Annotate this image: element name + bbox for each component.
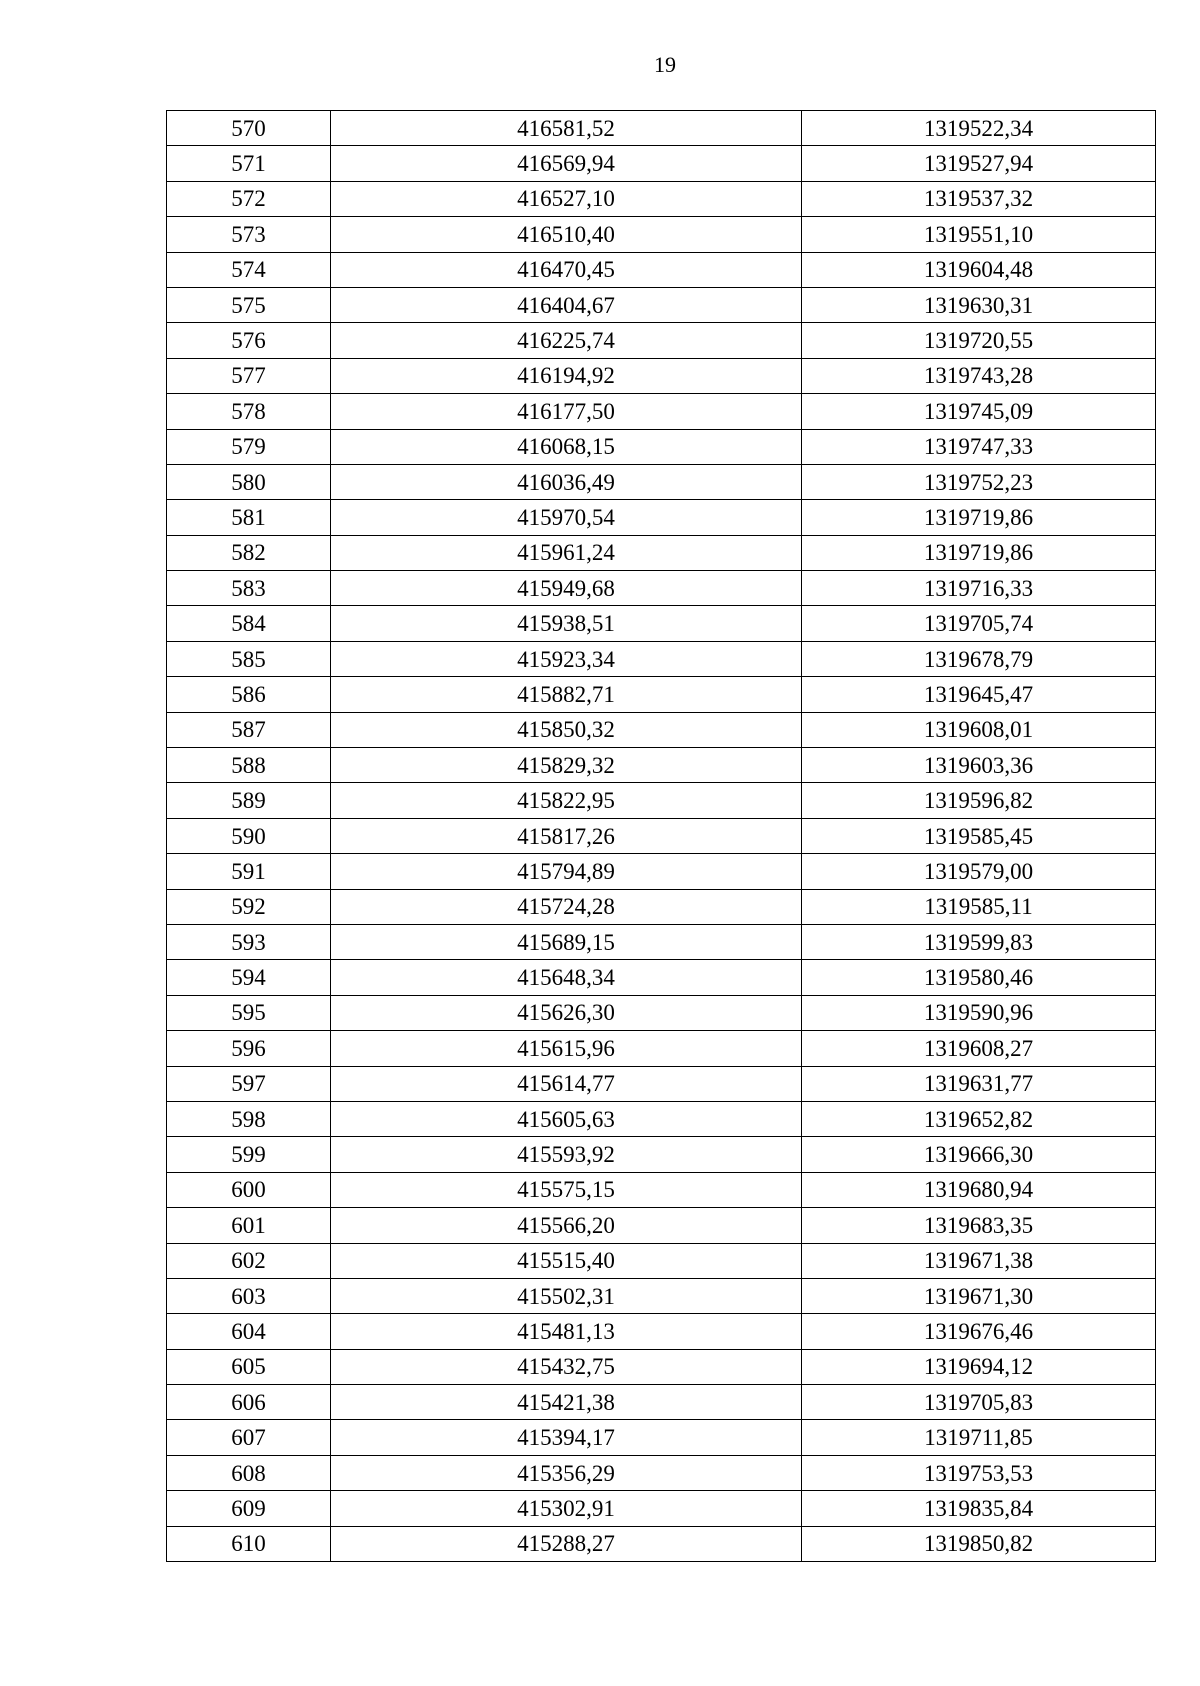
x-coordinate-cell: 415394,17 — [331, 1420, 802, 1455]
point-number-cell: 573 — [167, 217, 331, 252]
y-coordinate-cell: 1319652,82 — [802, 1101, 1156, 1136]
y-coordinate-cell: 1319630,31 — [802, 287, 1156, 322]
y-coordinate-cell: 1319596,82 — [802, 783, 1156, 818]
point-number-cell: 579 — [167, 429, 331, 464]
x-coordinate-cell: 416177,50 — [331, 394, 802, 429]
y-coordinate-cell: 1319579,00 — [802, 854, 1156, 889]
point-number-cell: 600 — [167, 1172, 331, 1207]
x-coordinate-cell: 415605,63 — [331, 1101, 802, 1136]
point-number-cell: 575 — [167, 287, 331, 322]
x-coordinate-cell: 415850,32 — [331, 712, 802, 747]
x-coordinate-cell: 415949,68 — [331, 571, 802, 606]
y-coordinate-cell: 1319705,74 — [802, 606, 1156, 641]
table-row — [167, 464, 1156, 499]
x-coordinate-cell: 416527,10 — [331, 181, 802, 216]
x-coordinate-cell: 415421,38 — [331, 1385, 802, 1420]
x-coordinate-cell: 415817,26 — [331, 818, 802, 853]
table-row — [167, 995, 1156, 1030]
table-row — [167, 1278, 1156, 1313]
x-coordinate-cell: 415502,31 — [331, 1278, 802, 1313]
y-coordinate-cell: 1319603,36 — [802, 748, 1156, 783]
x-coordinate-cell: 415648,34 — [331, 960, 802, 995]
point-number-cell: 608 — [167, 1455, 331, 1490]
x-coordinate-cell: 416569,94 — [331, 146, 802, 181]
y-coordinate-cell: 1319580,46 — [802, 960, 1156, 995]
x-coordinate-cell: 415938,51 — [331, 606, 802, 641]
table-row — [167, 217, 1156, 252]
x-coordinate-cell: 415593,92 — [331, 1137, 802, 1172]
x-coordinate-cell: 415575,15 — [331, 1172, 802, 1207]
y-coordinate-cell: 1319645,47 — [802, 677, 1156, 712]
table-row — [167, 854, 1156, 889]
table-row — [167, 500, 1156, 535]
x-coordinate-cell: 415829,32 — [331, 748, 802, 783]
point-number-cell: 583 — [167, 571, 331, 606]
table-row — [167, 358, 1156, 393]
x-coordinate-cell: 416225,74 — [331, 323, 802, 358]
x-coordinate-cell: 415615,96 — [331, 1031, 802, 1066]
table-row — [167, 429, 1156, 464]
point-number-cell: 610 — [167, 1526, 331, 1561]
y-coordinate-cell: 1319604,48 — [802, 252, 1156, 287]
point-number-cell: 581 — [167, 500, 331, 535]
x-coordinate-cell: 415626,30 — [331, 995, 802, 1030]
y-coordinate-cell: 1319683,35 — [802, 1208, 1156, 1243]
table-row — [167, 1137, 1156, 1172]
point-number-cell: 592 — [167, 889, 331, 924]
table-row — [167, 1349, 1156, 1384]
table-row — [167, 1172, 1156, 1207]
point-number-cell: 588 — [167, 748, 331, 783]
coordinates-table — [166, 110, 1156, 1562]
x-coordinate-cell: 415794,89 — [331, 854, 802, 889]
y-coordinate-cell: 1319522,34 — [802, 111, 1156, 146]
point-number-cell: 586 — [167, 677, 331, 712]
table-row — [167, 1066, 1156, 1101]
x-coordinate-cell: 416194,92 — [331, 358, 802, 393]
table-row — [167, 1385, 1156, 1420]
point-number-cell: 587 — [167, 712, 331, 747]
point-number-cell: 593 — [167, 924, 331, 959]
y-coordinate-cell: 1319537,32 — [802, 181, 1156, 216]
x-coordinate-cell: 415724,28 — [331, 889, 802, 924]
y-coordinate-cell: 1319631,77 — [802, 1066, 1156, 1101]
y-coordinate-cell: 1319590,96 — [802, 995, 1156, 1030]
x-coordinate-cell: 415302,91 — [331, 1491, 802, 1526]
y-coordinate-cell: 1319850,82 — [802, 1526, 1156, 1561]
y-coordinate-cell: 1319678,79 — [802, 641, 1156, 676]
point-number-cell: 606 — [167, 1385, 331, 1420]
table-row — [167, 924, 1156, 959]
table-row — [167, 712, 1156, 747]
y-coordinate-cell: 1319608,27 — [802, 1031, 1156, 1066]
y-coordinate-cell: 1319666,30 — [802, 1137, 1156, 1172]
y-coordinate-cell: 1319745,09 — [802, 394, 1156, 429]
point-number-cell: 570 — [167, 111, 331, 146]
table-row — [167, 1314, 1156, 1349]
table-row — [167, 252, 1156, 287]
point-number-cell: 595 — [167, 995, 331, 1030]
point-number-cell: 591 — [167, 854, 331, 889]
x-coordinate-cell: 415356,29 — [331, 1455, 802, 1490]
table-row — [167, 1455, 1156, 1490]
table-row — [167, 571, 1156, 606]
y-coordinate-cell: 1319671,38 — [802, 1243, 1156, 1278]
point-number-cell: 572 — [167, 181, 331, 216]
table-row — [167, 323, 1156, 358]
table-row — [167, 1243, 1156, 1278]
point-number-cell: 589 — [167, 783, 331, 818]
table-row — [167, 1526, 1156, 1561]
point-number-cell: 594 — [167, 960, 331, 995]
y-coordinate-cell: 1319527,94 — [802, 146, 1156, 181]
y-coordinate-cell: 1319694,12 — [802, 1349, 1156, 1384]
table-row — [167, 1491, 1156, 1526]
y-coordinate-cell: 1319752,23 — [802, 464, 1156, 499]
y-coordinate-cell: 1319671,30 — [802, 1278, 1156, 1313]
y-coordinate-cell: 1319720,55 — [802, 323, 1156, 358]
table-row — [167, 818, 1156, 853]
table-row — [167, 1208, 1156, 1243]
x-coordinate-cell: 416068,15 — [331, 429, 802, 464]
point-number-cell: 597 — [167, 1066, 331, 1101]
point-number-cell: 584 — [167, 606, 331, 641]
point-number-cell: 578 — [167, 394, 331, 429]
x-coordinate-cell: 415481,13 — [331, 1314, 802, 1349]
point-number-cell: 596 — [167, 1031, 331, 1066]
point-number-cell: 582 — [167, 535, 331, 570]
point-number-cell: 576 — [167, 323, 331, 358]
table-row — [167, 111, 1156, 146]
table-row — [167, 181, 1156, 216]
y-coordinate-cell: 1319676,46 — [802, 1314, 1156, 1349]
y-coordinate-cell: 1319835,84 — [802, 1491, 1156, 1526]
table-row — [167, 606, 1156, 641]
table-row — [167, 287, 1156, 322]
y-coordinate-cell: 1319719,86 — [802, 535, 1156, 570]
point-number-cell: 571 — [167, 146, 331, 181]
point-number-cell: 598 — [167, 1101, 331, 1136]
point-number-cell: 607 — [167, 1420, 331, 1455]
y-coordinate-cell: 1319680,94 — [802, 1172, 1156, 1207]
page-number: 19 — [654, 52, 676, 77]
y-coordinate-cell: 1319585,11 — [802, 889, 1156, 924]
y-coordinate-cell: 1319719,86 — [802, 500, 1156, 535]
x-coordinate-cell: 415566,20 — [331, 1208, 802, 1243]
table-row — [167, 146, 1156, 181]
table-row — [167, 641, 1156, 676]
table-row — [167, 535, 1156, 570]
table-row — [167, 960, 1156, 995]
table-row — [167, 783, 1156, 818]
point-number-cell: 574 — [167, 252, 331, 287]
x-coordinate-cell: 416470,45 — [331, 252, 802, 287]
table-row — [167, 677, 1156, 712]
x-coordinate-cell: 415614,77 — [331, 1066, 802, 1101]
x-coordinate-cell: 415689,15 — [331, 924, 802, 959]
x-coordinate-cell: 415970,54 — [331, 500, 802, 535]
point-number-cell: 603 — [167, 1278, 331, 1313]
x-coordinate-cell: 415288,27 — [331, 1526, 802, 1561]
point-number-cell: 602 — [167, 1243, 331, 1278]
x-coordinate-cell: 415515,40 — [331, 1243, 802, 1278]
table-row — [167, 1420, 1156, 1455]
x-coordinate-cell: 415961,24 — [331, 535, 802, 570]
x-coordinate-cell: 415822,95 — [331, 783, 802, 818]
y-coordinate-cell: 1319705,83 — [802, 1385, 1156, 1420]
point-number-cell: 604 — [167, 1314, 331, 1349]
x-coordinate-cell: 416581,52 — [331, 111, 802, 146]
y-coordinate-cell: 1319743,28 — [802, 358, 1156, 393]
point-number-cell: 577 — [167, 358, 331, 393]
y-coordinate-cell: 1319599,83 — [802, 924, 1156, 959]
point-number-cell: 580 — [167, 464, 331, 499]
y-coordinate-cell: 1319585,45 — [802, 818, 1156, 853]
y-coordinate-cell: 1319551,10 — [802, 217, 1156, 252]
x-coordinate-cell: 416404,67 — [331, 287, 802, 322]
table-row — [167, 889, 1156, 924]
table-row — [167, 1031, 1156, 1066]
y-coordinate-cell: 1319608,01 — [802, 712, 1156, 747]
point-number-cell: 601 — [167, 1208, 331, 1243]
x-coordinate-cell: 415882,71 — [331, 677, 802, 712]
table-row — [167, 748, 1156, 783]
point-number-cell: 585 — [167, 641, 331, 676]
x-coordinate-cell: 416510,40 — [331, 217, 802, 252]
point-number-cell: 605 — [167, 1349, 331, 1384]
x-coordinate-cell: 416036,49 — [331, 464, 802, 499]
x-coordinate-cell: 415432,75 — [331, 1349, 802, 1384]
table-row — [167, 394, 1156, 429]
y-coordinate-cell: 1319747,33 — [802, 429, 1156, 464]
point-number-cell: 590 — [167, 818, 331, 853]
point-number-cell: 609 — [167, 1491, 331, 1526]
x-coordinate-cell: 415923,34 — [331, 641, 802, 676]
y-coordinate-cell: 1319753,53 — [802, 1455, 1156, 1490]
point-number-cell: 599 — [167, 1137, 331, 1172]
y-coordinate-cell: 1319716,33 — [802, 571, 1156, 606]
table-row — [167, 1101, 1156, 1136]
coordinates-table-body — [167, 111, 1156, 1562]
y-coordinate-cell: 1319711,85 — [802, 1420, 1156, 1455]
